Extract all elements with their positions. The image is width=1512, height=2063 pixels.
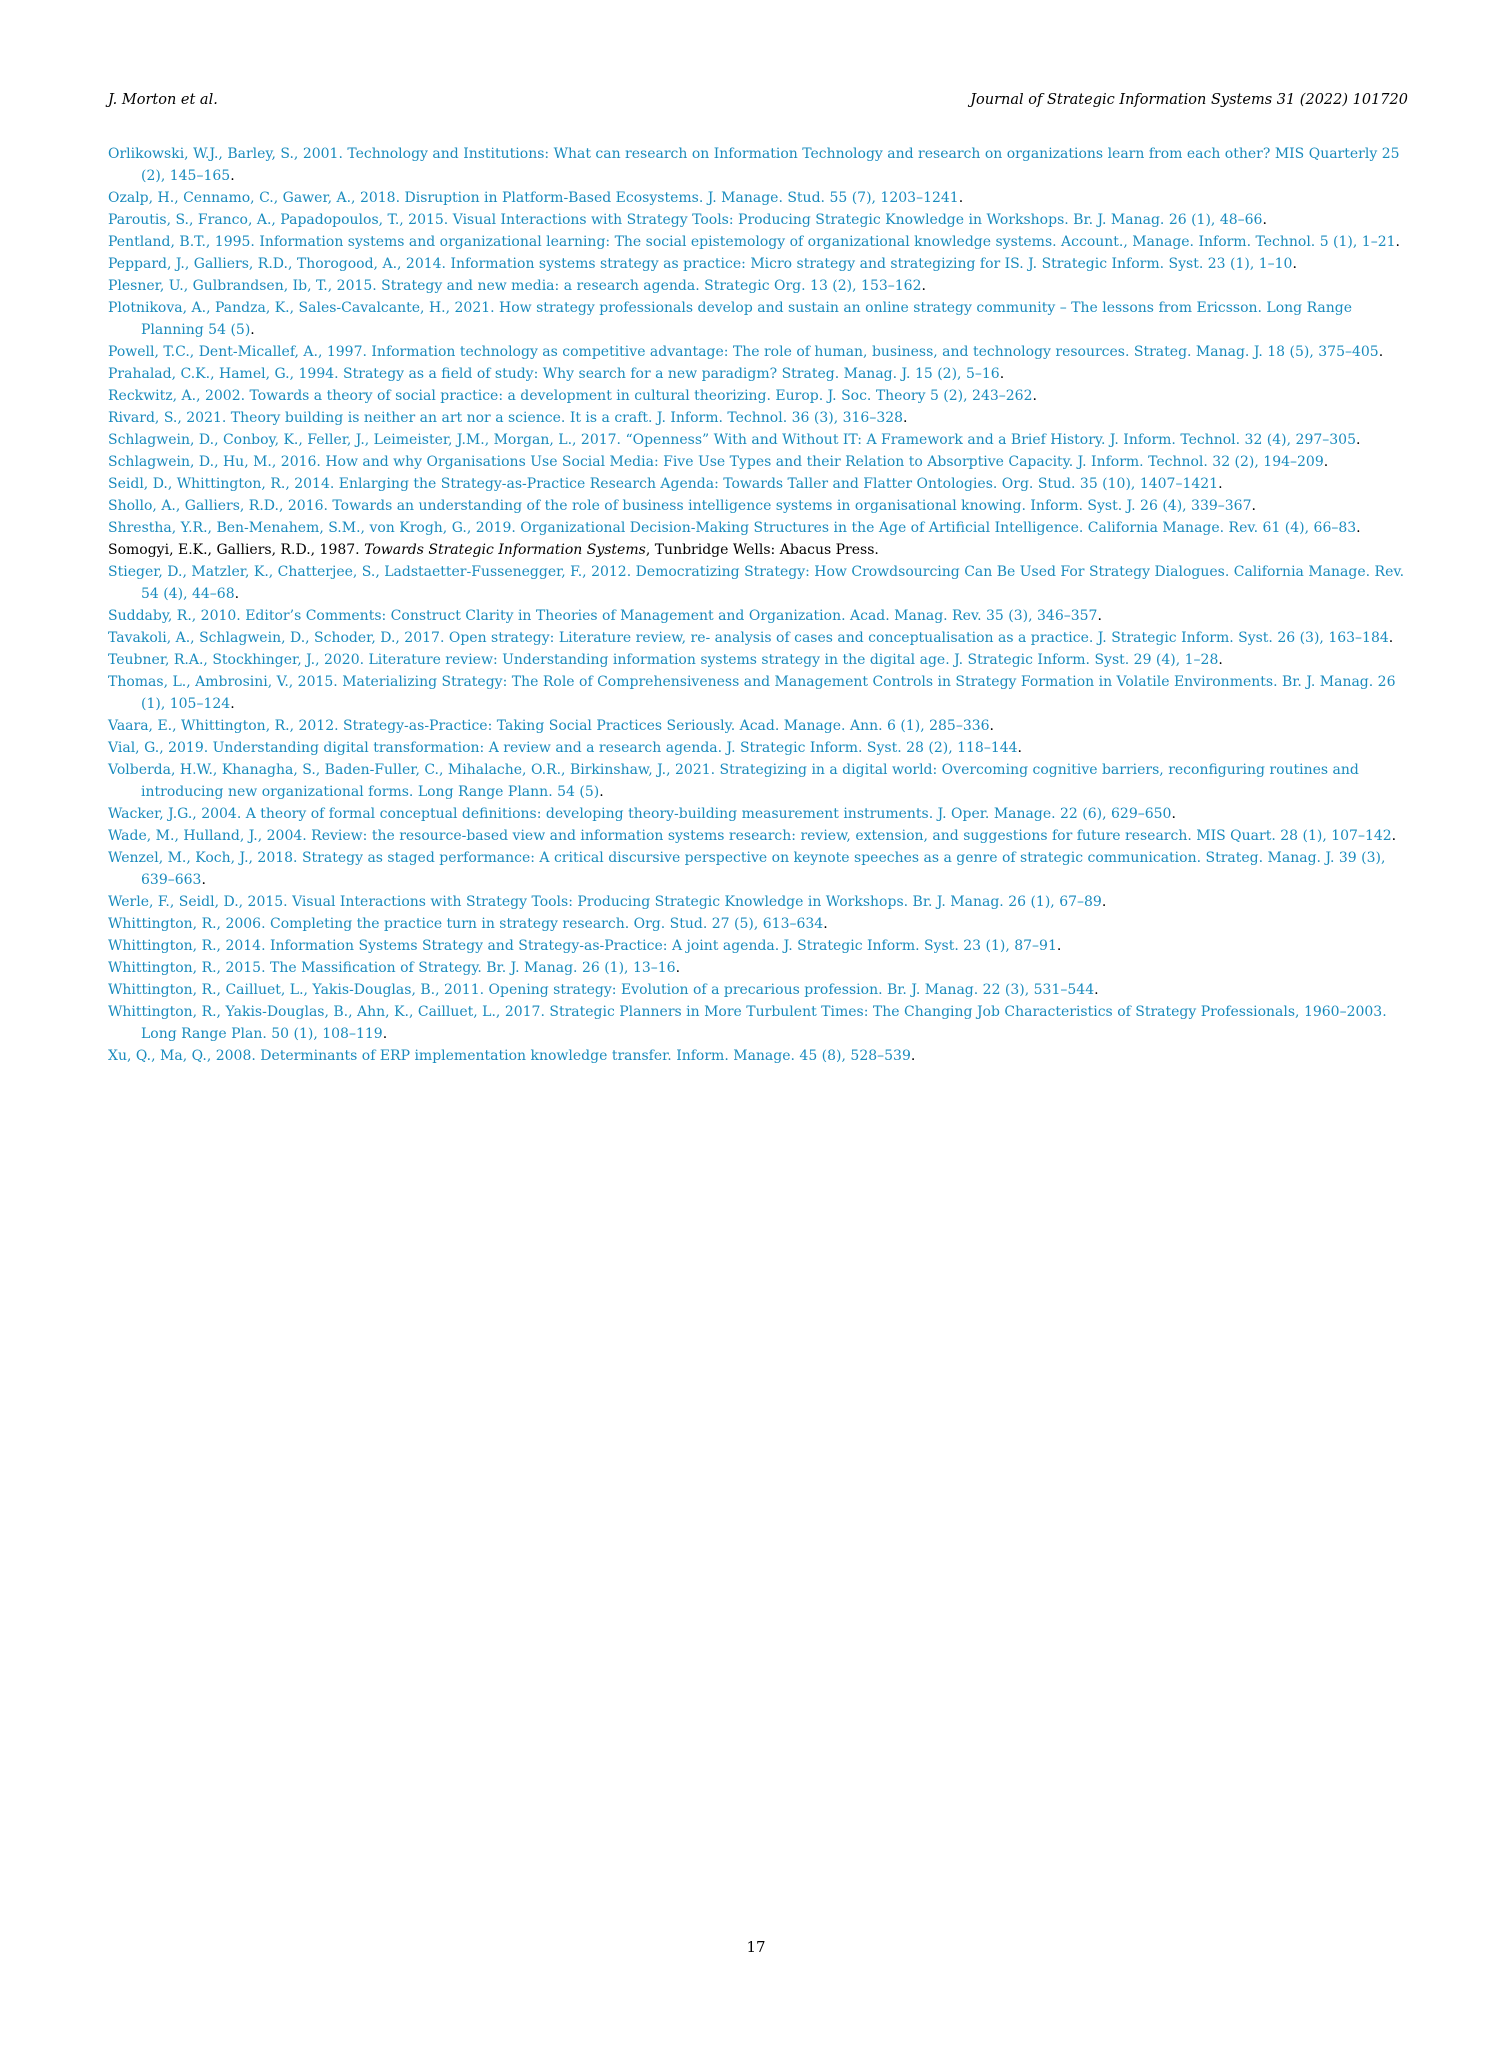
reference-link[interactable]: Stieger, D., Matzler, K., Chatterjee, S., Ladstaetter-Fussenegger, F., 2012. Democratizing Strategy: How Crowdsourcing Can Be Used For Strategy Dialogues. California Manage. Rev. 54 (4), 44–68: [108, 564, 1405, 602]
reference-period: .: [1251, 498, 1256, 514]
reference-period: .: [250, 322, 255, 338]
reference-period: .: [1262, 212, 1267, 228]
reference-link[interactable]: Rivard, S., 2021. Theory building is neither an art nor a science. It is a craft. J. Inform. Technol. 36 (3), 316–328: [108, 410, 904, 426]
page-number: 17: [746, 1938, 766, 1956]
reference-period: .: [1056, 938, 1062, 954]
reference-period: .: [1378, 344, 1384, 360]
reference-book-title: Towards Strategic Information Systems: [364, 542, 646, 558]
reference-entry[interactable]: [108, 341, 1408, 363]
reference-entry[interactable]: [108, 253, 1408, 275]
reference-entry[interactable]: [108, 407, 1408, 429]
reference-period: .: [234, 586, 240, 602]
reference-entry[interactable]: [108, 209, 1408, 231]
reference-period: .: [1323, 454, 1329, 470]
reference-link[interactable]: Plesner, U., Gulbrandsen, Ib, T., 2015. Strategy and new media: a research agenda. Strategic Org. 13 (2), 153–162: [108, 278, 922, 294]
reference-link[interactable]: Wacker, J.G., 2004. A theory of formal conceptual definitions: developing theory-building measurement instruments. J. Oper. Manage. 22 (6), 629–650: [108, 806, 1172, 822]
reference-link[interactable]: Powell, T.C., Dent-Micallef, A., 1997. Information technology as competitive advantage: The role of human, business, and technology resources. Strateg. Manag. J. 18 (5), 375–405: [108, 344, 1379, 360]
header-journal: Journal of Strategic Information Systems 31 (2022) 101720: [970, 92, 1408, 108]
reference-link[interactable]: Peppard, J., Galliers, R.D., Thorogood, A., 2014. Information systems strategy as practice: Micro strategy and strategizing for IS. J. Strategic Inform. Syst. 23 (1), 1–10: [108, 256, 1293, 272]
reference-entry[interactable]: [108, 605, 1408, 627]
reference-link[interactable]: Prahalad, C.K., Hamel, G., 1994. Strategy as a field of study: Why search for a new paradigm? Strateg. Manag. J. 15 (2), 5–16: [108, 366, 1000, 382]
reference-link[interactable]: Paroutis, S., Franco, A., Papadopoulos, T., 2015. Visual Interactions with Strategy Tools: Producing Strategic Knowledge in Workshops. Br. J. Manag. 26 (1), 48–66: [108, 212, 1263, 228]
reference-period: .: [989, 718, 994, 734]
reference-period: .: [230, 696, 235, 712]
reference-link[interactable]: Ozalp, H., Cennamo, C., Gawer, A., 2018. Disruption in Platform-Based Ecosystems. J. Manage. Stud. 55 (7), 1203–1241: [108, 190, 959, 206]
reference-link[interactable]: Whittington, R., Cailluet, L., Yakis-Douglas, B., 2011. Opening strategy: Evolution of a precarious profession. Br. J. Manag. 22 (3), 531–544: [108, 982, 1095, 998]
reference-link[interactable]: Wade, M., Hulland, J., 2004. Review: the resource-based view and information systems research: review, extension, and suggestions for future research. MIS Quart. 28 (1), 107–142: [108, 828, 1392, 844]
reference-entry[interactable]: [108, 297, 1408, 341]
reference-entry[interactable]: [108, 825, 1408, 847]
reference-entry[interactable]: [108, 231, 1408, 253]
reference-link[interactable]: Shrestha, Y.R., Ben-Menahem, S.M., von Krogh, G., 2019. Organizational Decision-Making Structures in the Age of Artificial Intelligence. California Manage. Rev. 61 (4), 66–83: [108, 520, 1357, 536]
reference-period: .: [823, 916, 828, 932]
running-header: [108, 92, 1408, 114]
reference-link[interactable]: Shollo, A., Galliers, R.D., 2016. Towards an understanding of the role of business intelligence systems in organisational knowing. Inform. Syst. J. 26 (4), 339–367: [108, 498, 1252, 514]
reference-period: .: [1292, 256, 1297, 272]
reference-period: .: [1032, 388, 1037, 404]
reference-link[interactable]: Orlikowski, W.J., Barley, S., 2001. Technology and Institutions: What can research on Information Technology and research on organizations learn from each other? MIS Quarterly 25 (2), 145–165: [108, 146, 1400, 184]
reference-link[interactable]: Whittington, R., 2014. Information Systems Strategy and Strategy-as-Practice: A joint agenda. J. Strategic Inform. Syst. 23 (1), 87–91: [108, 938, 1057, 954]
reference-entry[interactable]: [108, 1001, 1408, 1045]
reference-period: .: [675, 960, 681, 976]
reference-link[interactable]: Schlagwein, D., Conboy, K., Feller, J., Leimeister, J.M., Morgan, L., 2017. “Openness” With and Without IT: A Framework and a Brief History. J. Inform. Technol. 32 (4), 297–305: [108, 432, 1356, 448]
reference-entry[interactable]: [108, 891, 1408, 913]
reference-link[interactable]: Tavakoli, A., Schlagwein, D., Schoder, D., 2017. Open strategy: Literature review, re- analysis of cases and conceptualisation as a practice. J. Strategic Inform. Syst. 26 (3), 163–184: [108, 630, 1389, 646]
reference-link[interactable]: Thomas, L., Ambrosini, V., 2015. Materializing Strategy: The Role of Comprehensiveness and Management Controls in Strategy Formation in Volatile Environments. Br. J. Manag. 26 (1), 105–124: [108, 674, 1396, 712]
reference-period: .: [1395, 234, 1400, 250]
reference-entry[interactable]: [108, 627, 1408, 649]
reference-entry[interactable]: [108, 363, 1408, 385]
reference-entry[interactable]: [108, 495, 1408, 517]
reference-period: .: [1097, 608, 1102, 624]
reference-link[interactable]: Vial, G., 2019. Understanding digital transformation: A review and a research agenda. J. Strategic Inform. Syst. 28 (2), 118–144: [108, 740, 1018, 756]
reference-entry[interactable]: [108, 517, 1408, 539]
reference-link[interactable]: Teubner, R.A., Stockhinger, J., 2020. Literature review: Understanding information systems strategy in the digital age. J. Strategic Inform. Syst. 29 (4), 1–28: [108, 652, 1219, 668]
reference-publisher: , Tunbridge Wells: Abacus Press.: [645, 542, 879, 558]
reference-authors: Somogyi, E.K., Galliers, R.D., 1987.: [108, 542, 365, 558]
reference-entry[interactable]: [108, 759, 1408, 803]
reference-period: .: [999, 366, 1005, 382]
reference-link[interactable]: Vaara, E., Whittington, R., 2012. Strategy-as-Practice: Taking Social Practices Seriously. Acad. Manage. Ann. 6 (1), 285–336: [108, 718, 990, 734]
reference-entry[interactable]: [108, 649, 1408, 671]
reference-period: .: [1388, 630, 1394, 646]
reference-period: .: [1017, 740, 1022, 756]
reference-entry[interactable]: [108, 429, 1408, 451]
reference-period: .: [1218, 652, 1223, 668]
reference-entry[interactable]: [108, 1045, 1408, 1067]
reference-entry[interactable]: [108, 737, 1408, 759]
reference-period: .: [1101, 894, 1107, 910]
reference-link[interactable]: Pentland, B.T., 1995. Information systems and organizational learning: The social epistemology of organizational knowledge systems. Account., Manage. Inform. Technol. 5 (1), 1–21: [108, 234, 1396, 250]
reference-entry[interactable]: [108, 275, 1408, 297]
reference-period: .: [921, 278, 926, 294]
reference-link[interactable]: Suddaby, R., 2010. Editor’s Comments: Construct Clarity in Theories of Management and Organization. Acad. Manag. Rev. 35 (3), 346–357: [108, 608, 1098, 624]
reference-link[interactable]: Whittington, R., 2015. The Massification of Strategy. Br. J. Manag. 26 (1), 13–16: [108, 960, 676, 976]
reference-link[interactable]: Seidl, D., Whittington, R., 2014. Enlarging the Strategy-as-Practice Research Agenda: Towards Taller and Flatter Ontologies. Org. Stud. 35 (10), 1407–1421: [108, 476, 1219, 492]
reference-entry: [108, 539, 1408, 561]
reference-period: .: [201, 872, 206, 888]
reference-entry[interactable]: [108, 671, 1408, 715]
reference-period: .: [1356, 520, 1361, 536]
reference-entry[interactable]: [108, 715, 1408, 737]
reference-entry[interactable]: [108, 847, 1408, 891]
reference-entry[interactable]: [108, 143, 1408, 187]
reference-link[interactable]: Werle, F., Seidl, D., 2015. Visual Interactions with Strategy Tools: Producing Strategic Knowledge in Workshops. Br. J. Manag. 26 (1), 67–89: [108, 894, 1102, 910]
reference-entry[interactable]: [108, 187, 1408, 209]
reference-link[interactable]: Whittington, R., Yakis-Douglas, B., Ahn, K., Cailluet, L., 2017. Strategic Planners in More Turbulent Times: The Changing Job Characteristics of Strategy Professionals, 1960–2003. Long Range Plan. 50 (1), 108–119: [108, 1004, 1387, 1042]
reference-period: .: [1218, 476, 1223, 492]
reference-period: .: [599, 784, 604, 800]
reference-period: .: [903, 410, 908, 426]
reference-link[interactable]: Xu, Q., Ma, Q., 2008. Determinants of ERP implementation knowledge transfer. Inform. Manage. 45 (8), 528–539: [108, 1048, 911, 1064]
reference-period: .: [1094, 982, 1099, 998]
reference-link[interactable]: Reckwitz, A., 2002. Towards a theory of social practice: a development in cultural theorizing. Europ. J. Soc. Theory 5 (2), 243–262: [108, 388, 1033, 404]
reference-period: .: [1391, 828, 1397, 844]
reference-entry[interactable]: [108, 473, 1408, 495]
header-author: J. Morton et al.: [108, 92, 218, 108]
reference-link[interactable]: Whittington, R., 2006. Completing the practice turn in strategy research. Org. Stud. 27 (5), 613–634: [108, 916, 824, 932]
reference-period: .: [230, 168, 235, 184]
reference-link[interactable]: Volberda, H.W., Khanagha, S., Baden-Fuller, C., Mihalache, O.R., Birkinshaw, J., 2021. Strategizing in a digital world: Overcoming cognitive barriers, reconfiguring routines and introducing new organizational forms. Long Range Plann. 54 (5): [108, 762, 1359, 800]
reference-list: [108, 143, 1408, 1067]
reference-entry[interactable]: [108, 451, 1408, 473]
reference-link[interactable]: Schlagwein, D., Hu, M., 2016. How and why Organisations Use Social Media: Five Use Types and their Relation to Absorptive Capacity. J. Inform. Technol. 32 (2), 194–209: [108, 454, 1324, 470]
reference-period: .: [910, 1048, 916, 1064]
reference-period: .: [1355, 432, 1361, 448]
reference-entry[interactable]: [108, 913, 1408, 935]
reference-period: .: [958, 190, 964, 206]
reference-entry[interactable]: [108, 957, 1408, 979]
reference-link[interactable]: Plotnikova, A., Pandza, K., Sales-Cavalcante, H., 2021. How strategy professionals develop and sustain an online strategy community – The lessons from Ericsson. Long Range Planning 54 (5): [108, 300, 1353, 338]
reference-entry[interactable]: [108, 561, 1408, 605]
reference-entry[interactable]: [108, 803, 1408, 825]
reference-entry[interactable]: [108, 979, 1408, 1001]
reference-entry[interactable]: [108, 385, 1408, 407]
reference-period: .: [1171, 806, 1176, 822]
reference-period: .: [382, 1026, 388, 1042]
reference-link[interactable]: Wenzel, M., Koch, J., 2018. Strategy as staged performance: A critical discursive perspective on keynote speeches as a genre of strategic communication. Strateg. Manag. J. 39 (3), 639–663: [108, 850, 1386, 888]
reference-entry[interactable]: [108, 935, 1408, 957]
